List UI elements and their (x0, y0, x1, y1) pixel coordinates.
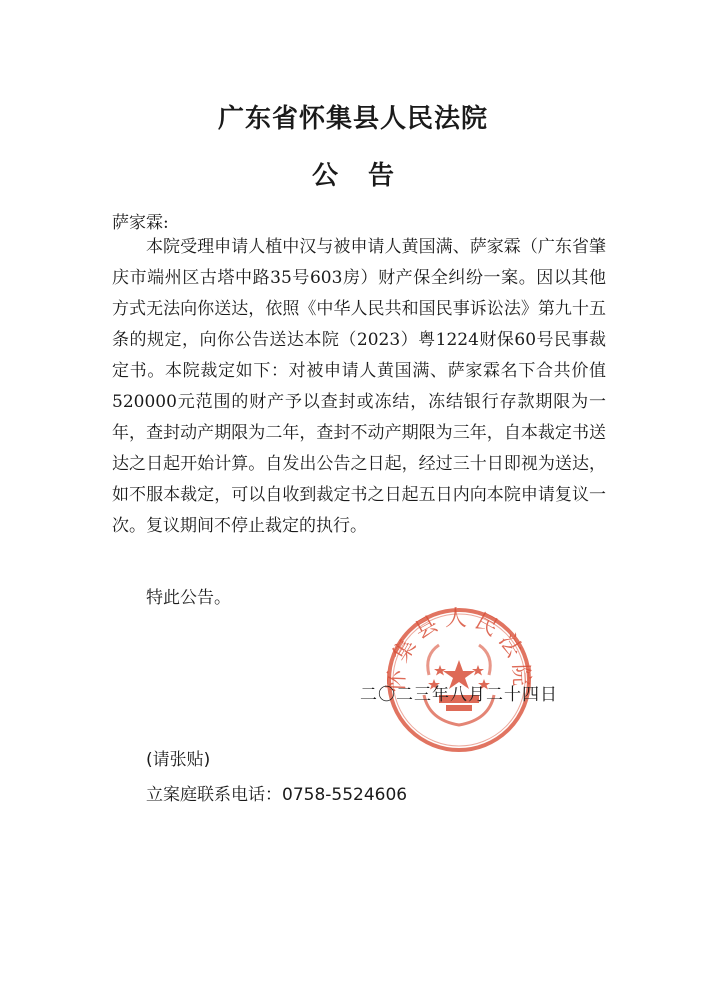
closing-line: 特此公告。 (146, 588, 231, 608)
contact-phone: 立案庭联系电话：0758-5524606 (146, 785, 408, 805)
posting-note: (请张贴) (146, 750, 211, 770)
notice-body (112, 232, 606, 542)
notice-paragraph: 本院受理申请人植中汉与被申请人黄国满、萨家霖（广东省肇庆市端州区古塔中路35号603房）财产保全纠纷一案。因以其他方式无法向你送达，依照《中华人民共和国民事诉讼法》第九十五条的规定，向你公告送达本院（2023）粤1224财保60号民事裁定书。本院裁定如下：对被申请人黄国满、萨家霖名下合共价值520000元范围的财产予以查封或冻结，冻结银行存款期限为一年，查封动产期限为二年，查封不动产期限为三年，自本裁定书送达之日起开始计算。自发出公告之日起，经过三十日即视为送达，如不服本裁定，可以自收到裁定书之日起五日内向本院申请复议一次。复议期间不停止裁定的执行。 (112, 237, 606, 536)
seal-text: 怀集县人民法院 (384, 606, 534, 693)
document-title: 公告 (311, 161, 424, 191)
notice-date: 二〇二三年八月二十四日 (360, 685, 558, 705)
addressee: 萨家霖: (112, 213, 169, 233)
court-name: 广东省怀集县人民法院 (217, 104, 488, 134)
